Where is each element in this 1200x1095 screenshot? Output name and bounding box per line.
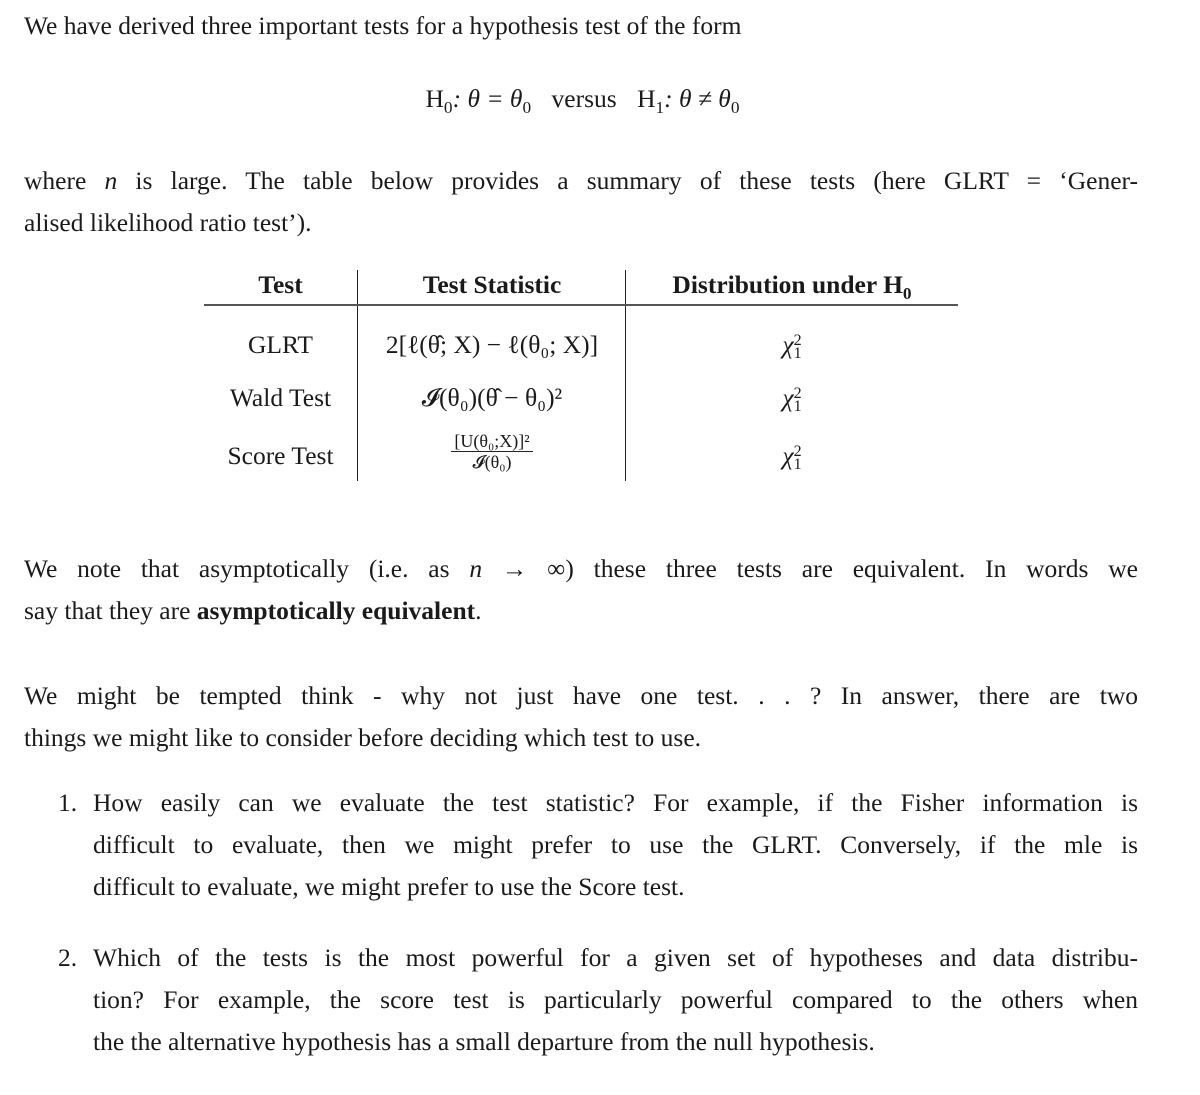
asymptotically-equivalent-term: asymptotically equivalent (196, 596, 476, 625)
paragraph-line: where n is large. The table below provides a summary of these tests (here GLRT = ‘Gener- (24, 166, 1138, 195)
list-number: 1. (58, 788, 78, 817)
list-number: 2. (58, 943, 78, 972)
row-wald-distribution: χ 2 1 (782, 383, 802, 416)
header-distribution: Distribution under $H_0$ (672, 270, 912, 304)
versus-word: versus (551, 84, 617, 113)
row-score-test: Score Test (227, 441, 334, 470)
paragraph-line: say that they are asymptotically equivalent. (24, 596, 482, 625)
list-line: difficult to evaluate, we might prefer to use the Score test. (93, 872, 685, 901)
row-score-statistic (358, 431, 626, 472)
header-statistic: Test Statistic (422, 270, 562, 299)
list-line: tion? For example, the score test is particularly powerful compared to the others when (93, 985, 1138, 1014)
score-fraction: $\frac{\text{[U(θ₀;X)]²}}{\text{𝓘(θ₀)}}$ (451, 431, 532, 472)
list-line: Which of the tests is the most powerful for a given set of hypotheses and data distribu- (93, 943, 1138, 972)
row-glrt-distribution: χ 2 1 (782, 330, 802, 363)
row-score-distribution: χ 2 1 (782, 441, 802, 474)
intro-line: We have derived three important tests for a hypothesis test of the form (24, 11, 742, 40)
table-header-rule (204, 304, 958, 306)
list-item (58, 782, 1138, 908)
list-line: difficult to evaluate, then we might prefer to use the GLRT. Conversely, if the mle is (93, 830, 1138, 859)
hypothesis-equation (0, 84, 1165, 118)
h0-relation: : $\theta = \theta_0$ (452, 84, 532, 118)
table-intro-paragraph (24, 160, 1138, 244)
list-item (58, 937, 1138, 1063)
row-glrt-statistic: 2[ℓ(θ̂; X) − ℓ(θ₀; X)] (385, 330, 599, 359)
row-wald-test: Wald Test (229, 383, 332, 412)
header-test: Test (258, 270, 303, 299)
paragraph-line: alised likelihood ratio test’). (24, 208, 312, 237)
considerations-paragraph (24, 675, 1138, 759)
row-wald-statistic: 𝓘(θ₀)(θ̂ − θ₀)² (421, 383, 563, 412)
row-glrt-test: GLRT (247, 330, 314, 359)
paragraph-line: We might be tempted think - why not just have one test. . . ? In answer, there are two (24, 681, 1138, 710)
h1-symbol: $H_1$ (637, 84, 665, 118)
paragraph-line: We note that asymptotically (i.e. as n → ∞) these three tests are equivalent. In words we (24, 554, 1138, 583)
h1-relation: : $\theta \ne \theta_0$ (664, 84, 740, 118)
equivalence-paragraph (24, 548, 1138, 632)
list-line: the the alternative hypothesis has a small departure from the null hypothesis. (93, 1027, 875, 1056)
paragraph-line: things we might like to consider before deciding which test to use. (24, 723, 702, 752)
list-line: How easily can we evaluate the test statistic? For example, if the Fisher information is (93, 788, 1138, 817)
tests-summary-table (204, 268, 958, 481)
h0-symbol: $H_0$ (425, 84, 453, 118)
intro-paragraph (24, 5, 1138, 47)
